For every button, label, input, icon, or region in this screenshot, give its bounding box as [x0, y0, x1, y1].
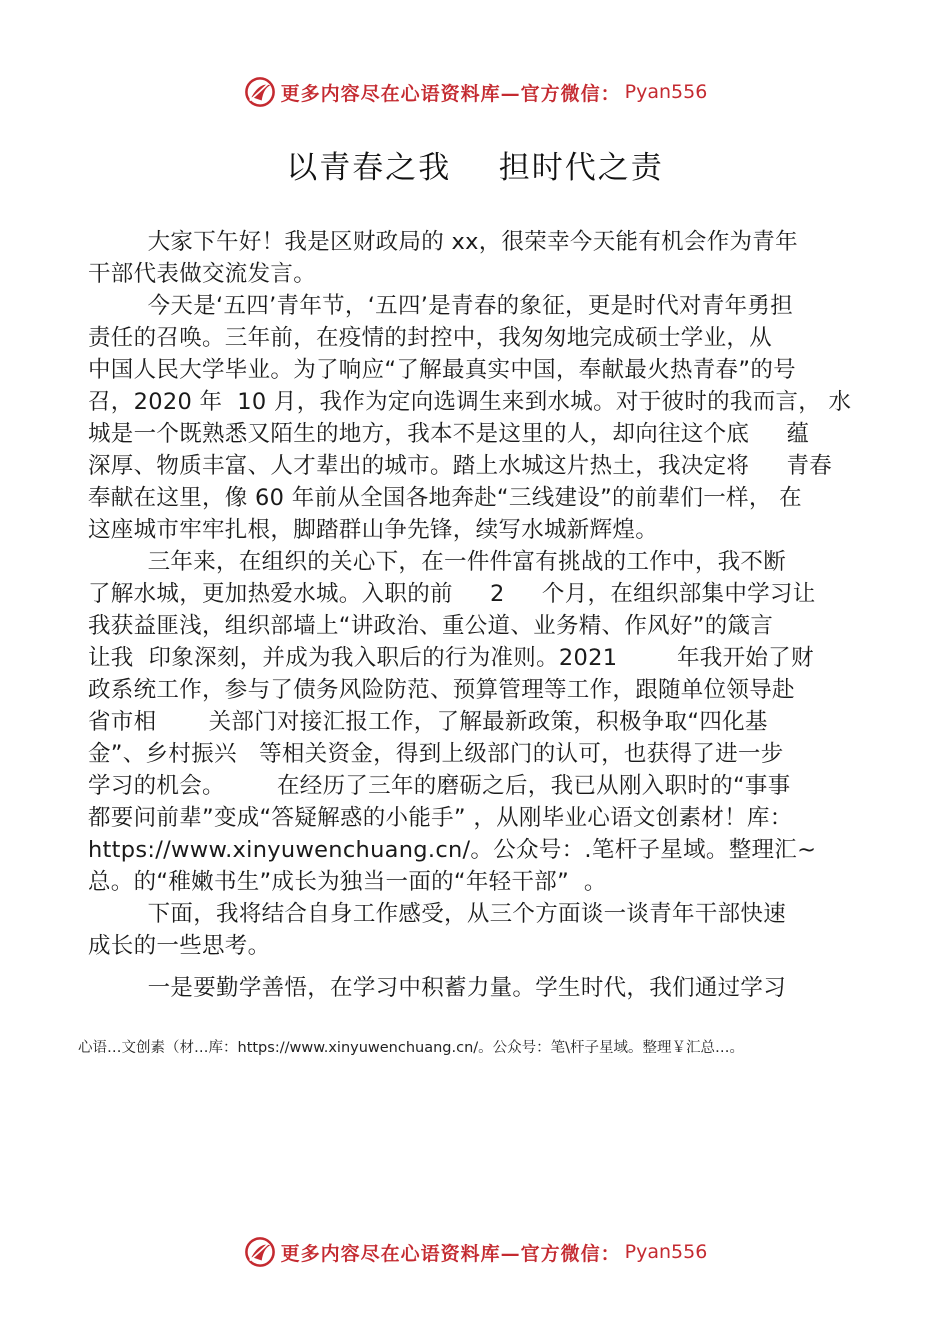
header-banner	[0, 72, 950, 112]
logo-icon	[243, 1235, 277, 1269]
paragraph-3-line: 政系统工作，参与了债务风险防范、预算管理等工作，跟随单位领导赴	[88, 677, 795, 703]
banner-wechat-id: Pyan556	[624, 1241, 708, 1263]
paragraph-4-line: 成长的一些思考。	[88, 933, 271, 959]
paragraph-1-line: 干部代表做交流发言。	[88, 261, 317, 287]
paragraph-3-line: 三年来，在组织的关心下，在一件件富有挑战的工作中，我不断	[88, 549, 787, 575]
paragraph-5-line: 一是要勤学善悟，在学习中积蓄力量。学生时代，我们通过学习	[88, 975, 787, 1001]
logo-icon	[243, 75, 277, 109]
paragraph-2-line: 召，2020 年 10 月，我作为定向选调生来到水城。对于彼时的我而言， 水	[88, 389, 852, 415]
paragraph-2-line: 今天是‘五四’青年节，‘五四’是青春的象征，更是时代对青年勇担	[88, 293, 794, 319]
footer-banner	[0, 1232, 950, 1272]
footnote: 心语…文创素（材…库：https://www.xinyuwenchuang.cn/。公众号：笔\杆子星域。整理￥汇总…。	[78, 1040, 745, 1056]
banner-text: 更多内容尽在心语资料库—官方微信：	[280, 1242, 621, 1265]
paragraph-2-line: 奉献在这里，像 60 年前从全国各地奔赴“三线建设”的前辈们一样， 在	[88, 485, 802, 511]
paragraph-1-line: 大家下午好！我是区财政局的 xx，很荣幸今天能有机会作为青年	[88, 229, 798, 255]
banner-text: 更多内容尽在心语资料库—官方微信：	[280, 82, 621, 105]
body-text	[88, 226, 888, 1004]
paragraph-3-line: 总。的“稚嫩书生”成长为独当一面的“年轻干部” 。	[88, 869, 607, 895]
paragraph-3-line: 金”、乡村振兴 等相关资金，得到上级部门的认可，也获得了进一步	[88, 741, 784, 767]
paragraph-2-line: 责任的召唤。三年前，在疫情的封控中，我匆匆地完成硕士学业，从	[88, 325, 773, 351]
paragraph-3-line: 都要问前辈”变成“答疑解惑的小能手” ，从刚毕业心语文创素材！库：	[88, 805, 793, 831]
paragraph-3-line: https://www.xinyuwenchuang.cn/。公众号：.笔杆子星域。整理汇~	[88, 837, 817, 863]
paragraph-3-line: 我获益匪浅，组织部墙上“讲政治、重公道、业务精、作风好”的箴言	[88, 613, 774, 639]
paragraph-4-line: 下面，我将结合自身工作感受，从三个方面谈一谈青年干部快速	[88, 901, 787, 927]
paragraph-2-line: 中国人民大学毕业。为了响应“了解最真实中国，奉献最火热青春”的号	[88, 357, 796, 383]
paragraph-2-line: 城是一个既熟悉又陌生的地方，我本不是这里的人，却向往这个底 蕴	[88, 421, 810, 447]
paragraph-3-line: 让我 印象深刻，并成为我入职后的行为准则。2021 年我开始了财	[88, 645, 814, 671]
paragraph-2-line: 深厚、物质丰富、人才辈出的城市。踏上水城这片热土，我决定将 青春	[88, 453, 833, 479]
paragraph-3-line: 省市相 关部门对接汇报工作，了解最新政策，积极争取“四化基	[88, 709, 768, 735]
paragraph-3-line: 了解水城，更加热爱水城。入职的前 2 个月，在组织部集中学习让	[88, 581, 816, 607]
paragraph-3-line: 学习的机会。 在经历了三年的磨砺之后，我已从刚入职时的“事事	[88, 773, 791, 799]
paragraph-2-line: 这座城市牢牢扎根，脚踏群山争先锋，续写水城新辉煌。	[88, 517, 659, 543]
page-title: 以青春之我 担时代之责	[286, 150, 664, 186]
banner-wechat-id: Pyan556	[624, 81, 708, 103]
